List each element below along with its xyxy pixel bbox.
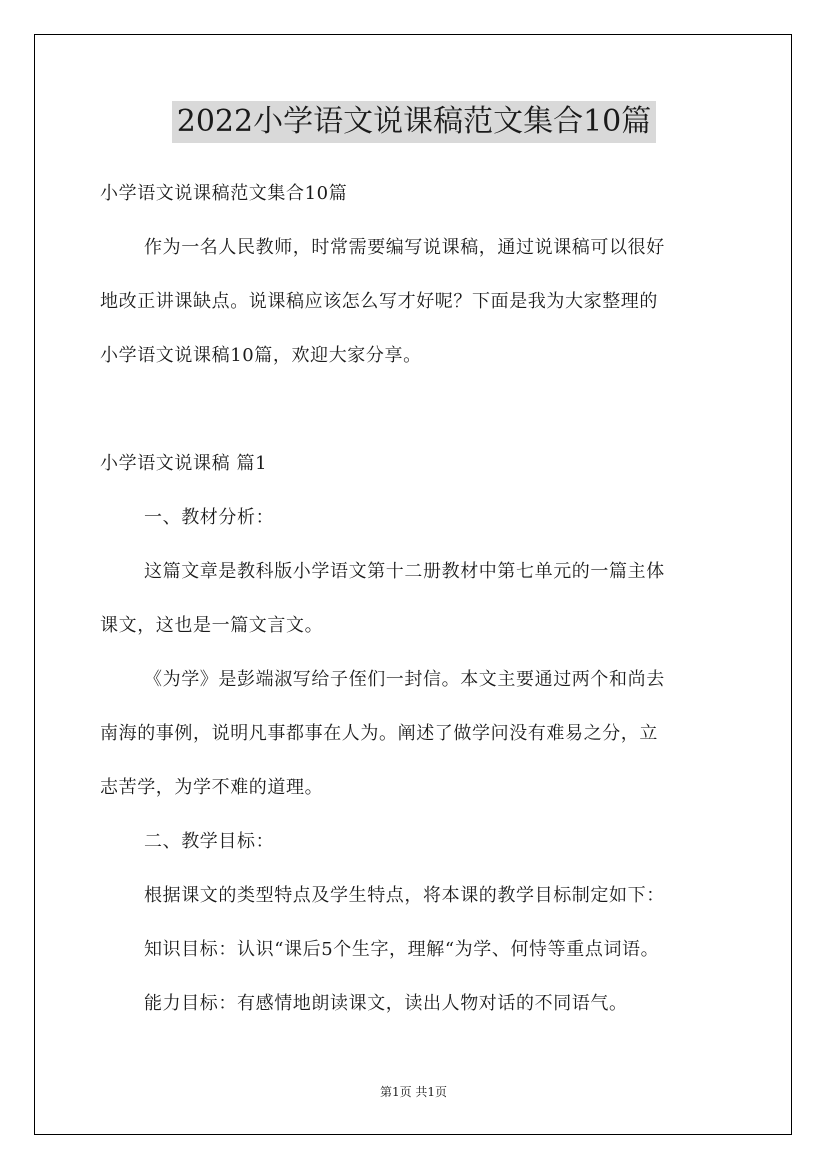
section-heading: 小学语文说课稿 篇1 xyxy=(100,453,268,474)
paragraph-line: 根据课文的类型特点及学生特点，将本课的教学目标制定如下： xyxy=(144,885,665,906)
page-footer: 第1页 共1页 xyxy=(379,1085,448,1099)
paragraph-line: 小学语文说课稿10篇，欢迎大家分享。 xyxy=(100,345,422,366)
paragraph-line: 能力目标：有感情地朗读课文，读出人物对话的不同语气。 xyxy=(144,993,628,1014)
paragraph-line: 课文，这也是一篇文言文。 xyxy=(100,615,324,636)
subsection-heading: 一、教材分析： xyxy=(144,507,275,528)
document-title: 2022小学语文说课稿范文集合10篇 xyxy=(172,101,656,143)
paragraph-line: 南海的事例，说明凡事都事在人为。阐述了做学问没有难易之分，立 xyxy=(100,723,658,744)
paragraph-line: 地改正讲课缺点。说课稿应该怎么写才好呢？下面是我为大家整理的 xyxy=(100,291,658,312)
paragraph-line: 这篇文章是教科版小学语文第十二册教材中第七单元的一篇主体 xyxy=(144,561,665,582)
subtitle: 小学语文说课稿范文集合10篇 xyxy=(100,183,348,204)
paragraph-line: 作为一名人民教师，时常需要编写说课稿，通过说课稿可以很好 xyxy=(144,237,665,258)
paragraph-line: 《为学》是彭端淑写给子侄们一封信。本文主要通过两个和尚去 xyxy=(144,669,665,690)
subsection-heading: 二、教学目标： xyxy=(144,831,275,852)
paragraph-line: 志苦学，为学不难的道理。 xyxy=(100,777,324,798)
paragraph-line: 知识目标：认识“课后5个生字，理解“为学、何恃等重点词语。 xyxy=(144,939,660,960)
